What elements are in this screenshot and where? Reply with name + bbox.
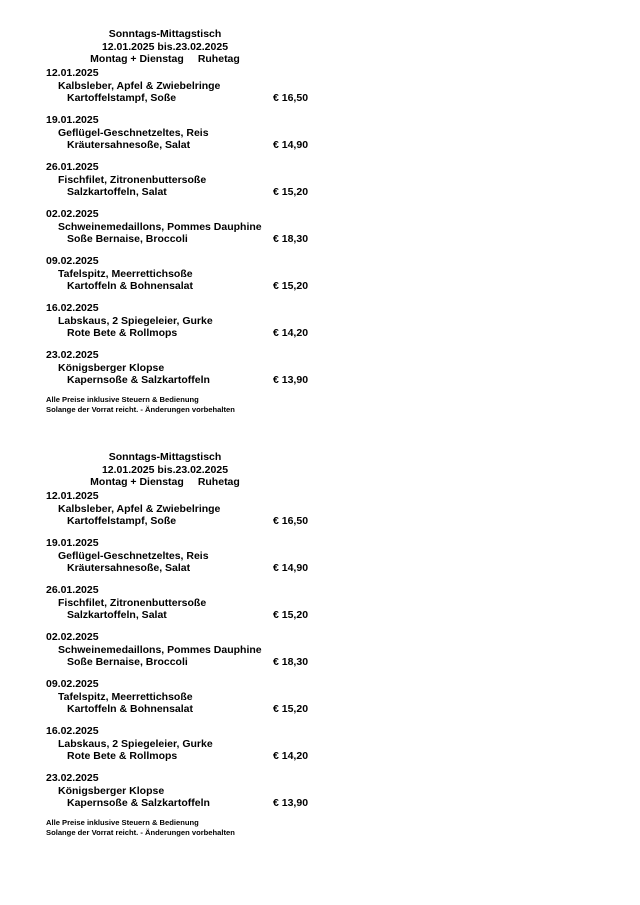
item-price: € 15,20 bbox=[273, 186, 309, 198]
item-dish: Tafelspitz, Meerrettichsoße bbox=[58, 267, 193, 280]
item-price: € 16,50 bbox=[273, 92, 309, 104]
menu-period: 12.01.2025 bis.23.02.2025 bbox=[101, 463, 229, 476]
menu-item bbox=[0, 631, 640, 678]
menu-item bbox=[0, 114, 640, 161]
item-date: 19.01.2025 bbox=[46, 537, 99, 549]
item-dish: Kalbsleber, Apfel & Zwiebelringe bbox=[58, 502, 221, 515]
menu-card-1 bbox=[0, 28, 640, 415]
item-price: € 13,90 bbox=[273, 374, 309, 386]
menu-item bbox=[0, 255, 640, 302]
item-date: 16.02.2025 bbox=[46, 302, 99, 314]
item-date: 12.01.2025 bbox=[46, 67, 99, 79]
menu-item bbox=[0, 208, 640, 255]
item-price: € 15,20 bbox=[273, 280, 309, 292]
menu-item bbox=[0, 67, 640, 114]
menu-header bbox=[0, 28, 640, 66]
closed-label: Ruhetag bbox=[197, 53, 240, 65]
item-sides: Kapernsoße & Salzkartoffeln bbox=[67, 797, 210, 809]
menu-header bbox=[0, 451, 640, 489]
closed-days-line bbox=[0, 53, 330, 65]
menu-item bbox=[0, 302, 640, 349]
item-dish: Labskaus, 2 Spiegeleier, Gurke bbox=[58, 314, 213, 327]
item-price: € 15,20 bbox=[273, 609, 309, 621]
item-dish: Geflügel-Geschnetzeltes, Reis bbox=[58, 126, 209, 139]
item-date: 09.02.2025 bbox=[46, 678, 99, 690]
item-sides: Kräutersahnesoße, Salat bbox=[67, 562, 191, 574]
item-price: € 14,20 bbox=[273, 327, 309, 339]
menu-period: 12.01.2025 bis.23.02.2025 bbox=[101, 40, 229, 53]
item-price: € 18,30 bbox=[273, 233, 309, 245]
item-dish: Kalbsleber, Apfel & Zwiebelringe bbox=[58, 79, 221, 92]
item-date: 23.02.2025 bbox=[46, 772, 99, 784]
item-sides: Kartoffeln & Bohnensalat bbox=[67, 280, 194, 292]
item-price: € 15,20 bbox=[273, 703, 309, 715]
item-dish: Schweinemedaillons, Pommes Dauphine bbox=[58, 220, 262, 233]
menu-footer bbox=[0, 395, 640, 415]
closed-days-line bbox=[0, 476, 330, 488]
item-sides: Salzkartoffeln, Salat bbox=[67, 186, 167, 198]
menu-title: Sonntags-Mittagstisch bbox=[108, 28, 222, 40]
item-date: 12.01.2025 bbox=[46, 490, 99, 502]
item-price: € 14,90 bbox=[273, 562, 309, 574]
item-dish: Schweinemedaillons, Pommes Dauphine bbox=[58, 643, 262, 656]
item-date: 26.01.2025 bbox=[46, 161, 99, 173]
item-dish: Fischfilet, Zitronenbuttersoße bbox=[58, 596, 207, 609]
footer-stock-note: Solange der Vorrat reicht. - Änderungen vorbehalten bbox=[46, 828, 235, 837]
item-price: € 16,50 bbox=[273, 515, 309, 527]
item-sides: Kapernsoße & Salzkartoffeln bbox=[67, 374, 210, 386]
menu-item bbox=[0, 584, 640, 631]
item-dish: Königsberger Klopse bbox=[58, 784, 165, 797]
item-date: 16.02.2025 bbox=[46, 725, 99, 737]
item-sides: Kartoffeln & Bohnensalat bbox=[67, 703, 194, 715]
item-sides: Kräutersahnesoße, Salat bbox=[67, 139, 191, 151]
item-price: € 14,20 bbox=[273, 750, 309, 762]
item-price: € 18,30 bbox=[273, 656, 309, 668]
item-sides: Kartoffelstampf, Soße bbox=[67, 515, 177, 527]
menu-item bbox=[0, 772, 640, 819]
item-date: 02.02.2025 bbox=[46, 631, 99, 643]
item-dish: Labskaus, 2 Spiegeleier, Gurke bbox=[58, 737, 213, 750]
menu-card-2 bbox=[0, 451, 640, 838]
item-date: 09.02.2025 bbox=[46, 255, 99, 267]
item-date: 19.01.2025 bbox=[46, 114, 99, 126]
menu-title: Sonntags-Mittagstisch bbox=[108, 451, 222, 463]
menu-items bbox=[0, 67, 640, 396]
closed-days: Montag + Dienstag bbox=[90, 476, 184, 488]
item-date: 23.02.2025 bbox=[46, 349, 99, 361]
menu-item bbox=[0, 349, 640, 396]
item-date: 02.02.2025 bbox=[46, 208, 99, 220]
menu-item bbox=[0, 490, 640, 537]
closed-days: Montag + Dienstag bbox=[90, 53, 184, 65]
item-sides: Salzkartoffeln, Salat bbox=[67, 609, 167, 621]
item-price: € 14,90 bbox=[273, 139, 309, 151]
footer-prices-note: Alle Preise inklusive Steuern & Bedienung bbox=[46, 818, 199, 827]
item-sides: Kartoffelstampf, Soße bbox=[67, 92, 177, 104]
item-dish: Geflügel-Geschnetzeltes, Reis bbox=[58, 549, 209, 562]
menu-item bbox=[0, 725, 640, 772]
item-dish: Königsberger Klopse bbox=[58, 361, 165, 374]
closed-label: Ruhetag bbox=[197, 476, 240, 488]
item-dish: Fischfilet, Zitronenbuttersoße bbox=[58, 173, 207, 186]
item-price: € 13,90 bbox=[273, 797, 309, 809]
menu-item bbox=[0, 537, 640, 584]
item-sides: Soße Bernaise, Broccoli bbox=[67, 233, 188, 245]
item-dish: Tafelspitz, Meerrettichsoße bbox=[58, 690, 193, 703]
menu-item bbox=[0, 678, 640, 725]
menu-items bbox=[0, 490, 640, 819]
item-sides: Rote Bete & Rollmops bbox=[67, 750, 178, 762]
footer-stock-note: Solange der Vorrat reicht. - Änderungen vorbehalten bbox=[46, 405, 235, 414]
menu-item bbox=[0, 161, 640, 208]
menu-footer bbox=[0, 818, 640, 838]
footer-prices-note: Alle Preise inklusive Steuern & Bedienung bbox=[46, 395, 199, 404]
item-date: 26.01.2025 bbox=[46, 584, 99, 596]
item-sides: Rote Bete & Rollmops bbox=[67, 327, 178, 339]
item-sides: Soße Bernaise, Broccoli bbox=[67, 656, 188, 668]
